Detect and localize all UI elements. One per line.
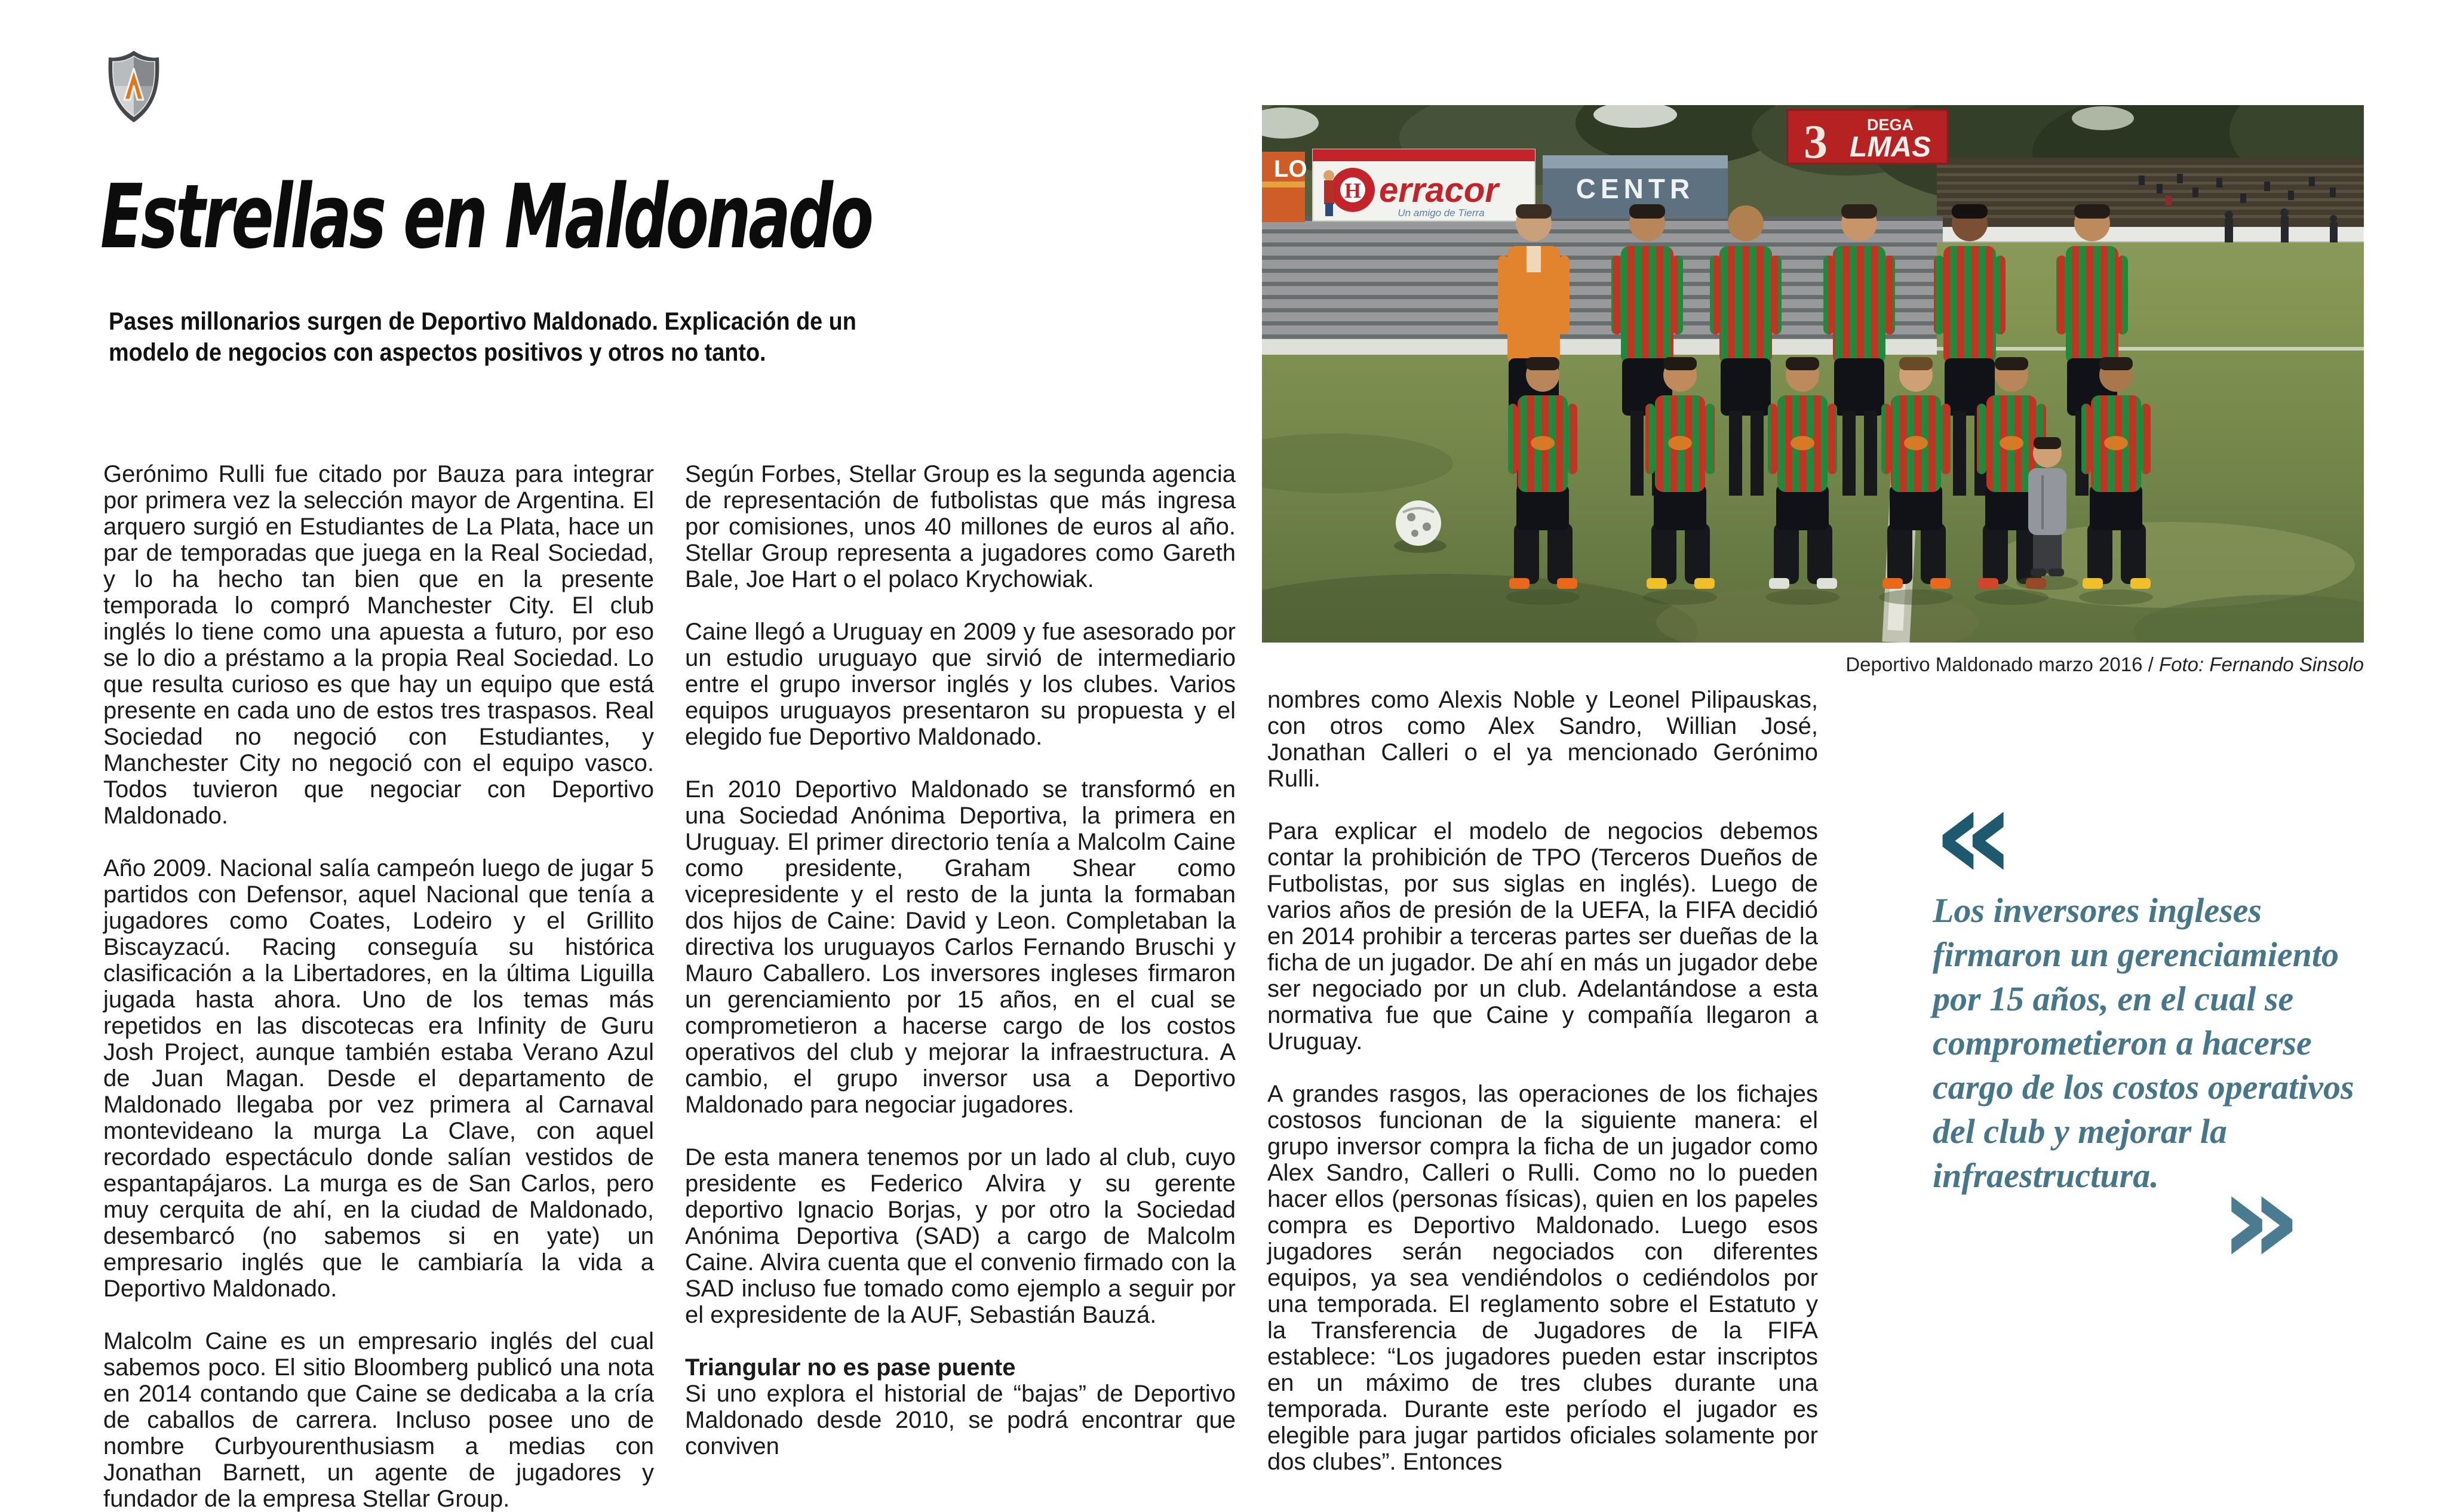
article-paragraph: Si uno explora el historial de “bajas” de Deportivo Maldonado desde 2010, se podrá encontrar que conviven — [685, 1381, 1236, 1459]
article-paragraph: Malcolm Caine es un empresario inglés del cual sabemos poco. El sitio Bloomberg publicó una nota en 2014 contando que Caine se dedicaba a la cría de caballos de carrera. Incluso posee uno de nombre Curbyourenthusiasm a medias con Jonathan Barnett, un agente de jugadores y fundador de la empresa Stellar Group. — [103, 1328, 654, 1512]
herracor-tagline: Un amigo de Tierra — [1398, 207, 1485, 219]
pull-quote-text: Los inversores ingleses firmaron un gerenciamiento por 15 años, en el cual se comprometieron a hacerse cargo de los costos operativos del club y mejorar la infraestructura. — [1933, 891, 2354, 1195]
billboard-far-left-text: LO — [1274, 156, 1307, 182]
article-paragraph: Para explicar el modelo de negocios debemos contar la prohibición de TPO (Terceros Dueños de Futbolistas, por sus siglas en inglés). Luego de varios años de presión de la UEFA, la FIFA decidió en 2014 prohibir a terceras partes ser dueñas de la ficha de un jugador. De ahí en más un jugador debe ser negociado por un club. Adelantándose a esta normativa fue que Caine y compañía llegaron a Uruguay. — [1267, 818, 1818, 1055]
herracor-text: erracor — [1379, 171, 1498, 210]
article-paragraph: Según Forbes, Stellar Group es la segunda agencia de representación de futbolistas que más ingresa por comisiones, unos 40 millones de euros al año. Stellar Group representa a jugadores como Gareth Bale, Joe Hart o el polaco Krychowiak. — [685, 461, 1236, 592]
pull-quote — [1933, 759, 2377, 1293]
article-subtitle: Pases millonarios surgen de Deportivo Maldonado. Explicación de un modelo de negocios con aspectos positivos y otros no tanto. — [109, 307, 856, 366]
three-text: 3 — [1804, 116, 1828, 168]
billboard-far-left — [1262, 152, 1307, 222]
article-paragraph: Gerónimo Rulli fue citado por Bauza para integrar por primera vez la selección mayor de Argentina. El arquero surgió en Estudiantes de La Plata, hace un par de temporadas que juega en la Real Sociedad, y lo ha hecho tan bien que en la presente temporada lo compró Manchester City. El club inglés lo tiene como una apuesta a futuro, por eso se lo dio a préstamo a la propia Real Sociedad. Lo que resulta curioso es que hay un equipo que está presente en cada uno de estos tres traspasos. Real Sociedad no negoció con Estudiantes, y Manchester City no negoció con el equipo vasco. Todos tuvieron que negociar con Deportivo Maldonado. — [103, 461, 654, 829]
team-photo-illustration — [1262, 105, 2364, 643]
shield-lambda-icon — [106, 49, 161, 124]
article-title — [100, 165, 1186, 268]
bodega-text: DEGA — [1866, 116, 1914, 134]
article-paragraph: nombres como Alexis Noble y Leonel Pilipauskas, con otros como Alex Sandro, Willian José, Jonathan Calleri o el ya mencionado Gerónimo Rulli. — [1267, 687, 1818, 792]
herracor-logo-letter: H — [1344, 179, 1362, 202]
article-column-1 — [103, 461, 654, 1512]
photo-caption-text: Deportivo Maldonado marzo 2016 / — [1845, 653, 2159, 675]
article-column-3 — [1267, 687, 1818, 1475]
article-paragraph: Caine llegó a Uruguay en 2009 y fue asesorado por un estudio uruguayo que sirvió de intermediario entre el grupo inversor inglés y los clubes. Varios equipos uruguayos presentaron su propuesta y el elegido fue Deportivo Maldonado. — [685, 619, 1236, 750]
article-paragraph: En 2010 Deportivo Maldonado se transformó en una Sociedad Anónima Deportiva, la primera en Uruguay. El primer directorio tenía a Malcolm Caine como presidente, Graham Shear como vicepresidente y el resto de la junta la formaban dos hijos de Caine: David y Leon. Completaban la directiva los uruguayos Carlos Fernando Bruschi y Mauro Caballero. Los inversores ingleses firmaron un gerenciamiento por 15 años, en el cual se comprometieron a hacerse cargo de los costos operativos del club y mejorar la infraestructura. A cambio, el grupo inversor usa a Deportivo Maldonado para negociar jugadores. — [685, 776, 1236, 1118]
article-paragraph: De esta manera tenemos por un lado al club, cuyo presidente es Federico Alvira y su gerente deportivo Ignacio Borjas, y por otro la Sociedad Anónima Deportiva (SAD) a cargo de Malcolm Caine. Alvira cuenta que el convenio firmado con la SAD incluso fue tomado como ejemplo a seguir por el expresidente de la AUF, Sebastián Bauzá. — [685, 1144, 1236, 1328]
photo-caption-credit: Foto: Fernando Sinsolo — [2158, 653, 2364, 675]
article-title-text: Estrellas en Maldonado — [100, 165, 871, 268]
article-column-2 — [685, 461, 1236, 1459]
right-stands — [1937, 158, 2364, 246]
article-paragraph: A grandes rasgos, las operaciones de los fichajes costosos funcionan de la siguiente manera: el grupo inversor compra la ficha de un jugador como Alex Sandro, Calleri o Rulli. Como no lo pueden hacer ellos (personas físicas), quien en los papeles compra es Deportivo Maldonado. Luego esos jugadores serán negociados con diferentes equipos, ya sea vendiéndolos o cediéndolos por una temporada. El reglamento sobre el Estatuto y la Transferencia de Jugadores de la FIFA establece: “Los jugadores pueden estar inscriptos en un máximo de tres clubes durante una temporada. Durante este período el jugador es elegible para jugar partidos oficiales solamente por dos clubes”. Entonces — [1267, 1081, 1818, 1475]
open-quote-icon: « — [1933, 759, 2016, 909]
article-paragraph: Año 2009. Nacional salía campeón luego de jugar 5 partidos con Defensor, aquel Nacional que tenía a jugadores como Coates, Lodeiro y el Grillito Biscayzacú. Racing conseguía su histórica clasificación a la Libertadores, en la última Liguilla jugada hasta ahora. Uno de los temas más repetidos en las discotecas era Infinity de Guru Josh Project, aunque también estaba Verano Azul de Juan Magan. Desde el departamento de Maldonado llegaba por vez primera al Carnaval montevideano la murga La Clave, con aquel recordado espectáculo donde salían vestidos de espantapájaros. La murga es de San Carlos, pero muy cerquita de ahí, en la ciudad de Maldonado, desembarcó (no sabemos si en yate) un empresario inglés que le cambiaría la vida a Deportivo Maldonado. — [103, 855, 654, 1302]
publication-logo — [106, 49, 161, 124]
billboard-palmas — [1788, 110, 1948, 168]
team-photo — [1262, 105, 2364, 643]
palmas-text: LMAS — [1850, 131, 1931, 163]
section-subhead: Triangular no es pase puente — [685, 1354, 1016, 1381]
photo-caption — [1262, 653, 2364, 676]
billboard-herracor — [1313, 149, 1535, 221]
centr-text: CENTR — [1576, 173, 1695, 204]
close-quote-icon: » — [2219, 1144, 2302, 1293]
